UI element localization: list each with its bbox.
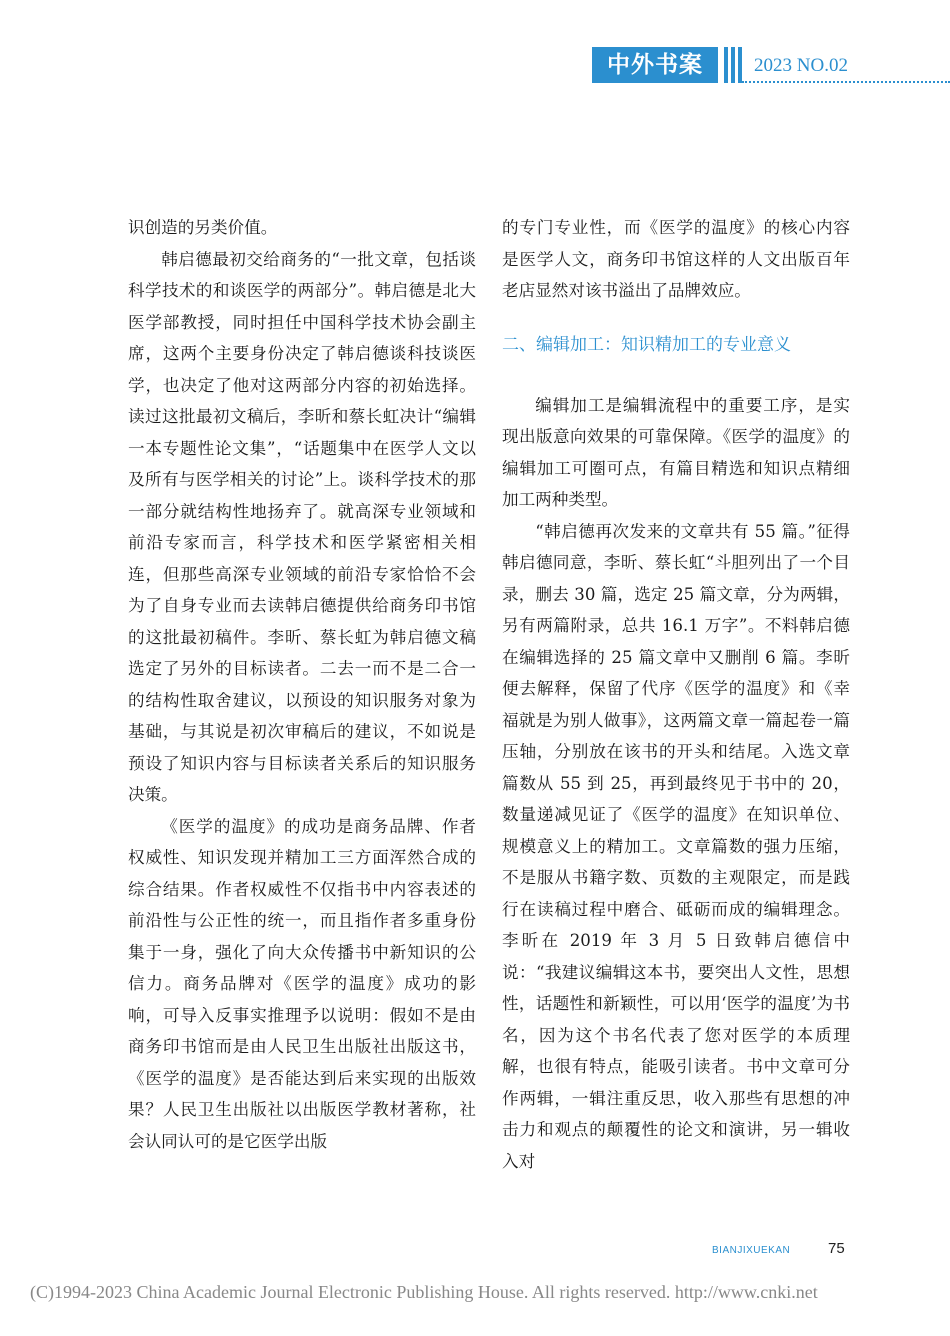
issue-number: 2023 NO.02 [754,55,848,76]
paragraph-continuation: 识创造的另类价值。 [128,218,278,237]
header-stripe-decoration [731,47,735,83]
copyright-watermark: (C)1994-2023 China Academic Journal Electronic Publishing House. All rights reserved. http://www.cnki.net [30,1282,818,1302]
paragraph: 韩启德最初交给商务的“一批文章，包括谈科学技术的和谈医学的两部分”。韩启德是北大医学部教授，同时担任中国科学技术协会副主席，这两个主要身份决定了韩启德谈科技谈医学，也决定了他对这两部分内容的初始选择。读过这批最初文稿后，李昕和蔡长虹决计“编辑一本专题性论文集”，“话题集中在医学人文以及所有与医学相关的讨论”上。谈科学技术的那一部分就结构性地扬弃了。就高深专业领域和前沿专家而言，科学技术和医学紧密相关相连，但那些高深专业领域的前沿专家恰恰不会为了自身专业而去读韩启德提供给商务印书馆的这批最初稿件。李昕、蔡长虹为韩启德文稿选定了另外的目标读者。二去一而不是二合一的结构性取舍建议，以预设的知识服务对象为基础，与其说是初次审稿后的建议，不如说是预设了知识内容与目标读者关系后的知识服务决策。 [128,249,476,804]
page-number: 75 [828,1240,845,1257]
section-heading: 二、编辑加工：知识精加工的专业意义 [502,334,791,355]
footer-journal-name: BIANJIXUEKAN [712,1245,791,1256]
left-column [128,212,476,1157]
header-stripe-decoration [724,47,728,83]
paragraph: “韩启德再次发来的文章共有 55 篇。”征得韩启德同意，李昕、蔡长虹“斗胆列出了一个目录，删去 30 篇，选定 25 篇文章，分为两辑，另有两篇附录，总共 16.1 万字”。不料韩启德在编辑选择的 25 篇文章中又删削 6 篇。李昕便去解释，保留了代序《医学的温度》和《幸福就是为别人做事》，这两篇文章一篇起卷一篇压轴，分别放在该书的开头和结尾。入选文章篇数从 55 到 25，再到最终见于书中的 20，数量递减见证了《医学的温度》在知识单位、规模意义上的精加工。文章篇数的强力压缩，不是服从书籍字数、页数的主观限定，而是践行在读稿过程中磨合、砥砺而成的编辑理念。李昕在 2019 年 3 月 5 日致韩启德信中说：“我建议编辑这本书，要突出人文性，思想性，话题性和新颖性，可以用‘医学的温度’为书名，因为这个书名代表了您对医学的本质理解，也很有特点，能吸引读者。书中文章可分作两辑，一辑注重反思，收入那些有思想的冲击力和观点的颠覆性的论文和演讲，另一辑收入对 [502,521,850,1171]
header-stripe-decoration [738,47,742,83]
right-column [502,212,850,1177]
header-dotted-rule [742,81,950,83]
journal-name-banner: 中外书案 [592,47,718,83]
paragraph-continuation: 的专门专业性，而《医学的温度》的核心内容是医学人文，商务印书馆这样的人文出版百年老店显然对该书溢出了品牌效应。 [502,218,850,300]
paragraph: 编辑加工是编辑流程中的重要工序，是实现出版意向效果的可靠保障。《医学的温度》的编辑加工可圈可点，有篇目精选和知识点精细加工两种类型。 [502,395,850,509]
paragraph: 《医学的温度》的成功是商务品牌、作者权威性、知识发现并精加工三方面浑然合成的综合结果。作者权威性不仅指书中内容表述的前沿性与公正性的统一，而且指作者多重身份集于一身，强化了向大众传播书中新知识的公信力。商务品牌对《医学的温度》成功的影响，可导入反事实推理予以说明：假如不是由商务印书馆而是由人民卫生出版社出版这书，《医学的温度》是否能达到后来实现的出版效果？人民卫生出版社以出版医学教材著称，社会认同认可的是它医学出版 [128,816,476,1151]
